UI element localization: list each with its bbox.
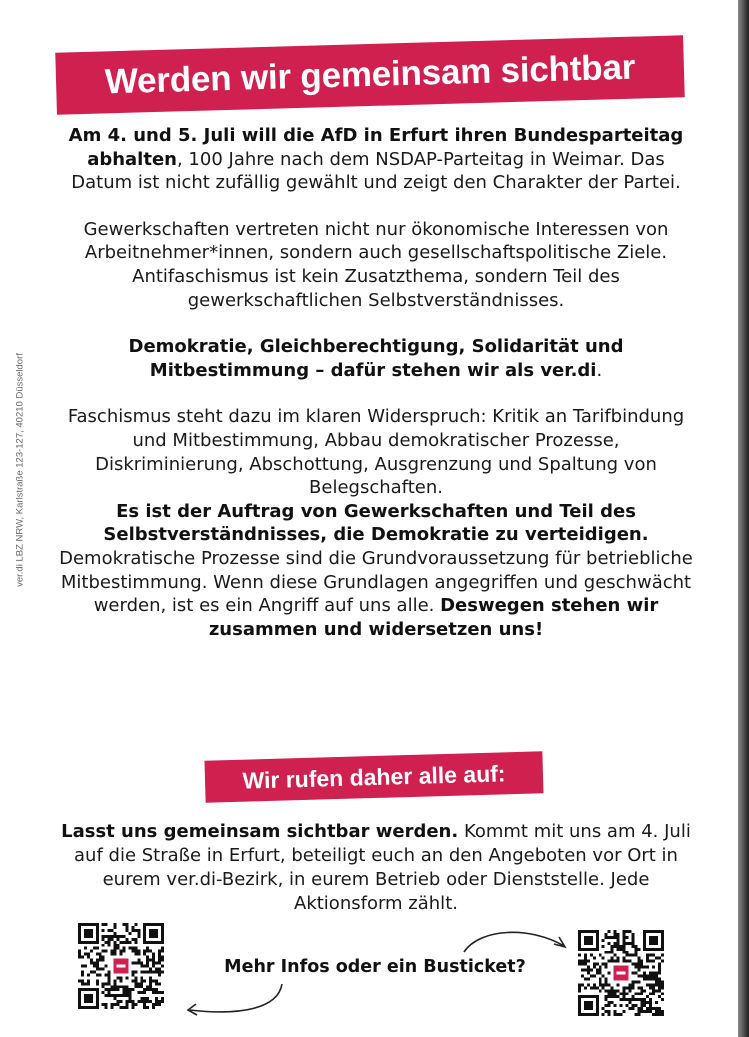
intro-rest: , 100 Jahre nach dem NSDAP-Parteitag in Weimar. Das Datum ist nicht zufällig gewählt und zeigt den Charakter der Partei. [71,148,681,194]
intro-bold: Am 4. und 5. Juli will die AfD in Erfurt ihren Bundesparteitag abhalten [68,125,684,170]
page-edge-shadow [738,0,749,1037]
values-bold: Demokratie, Gleichberechtigung, Solidarität und Mitbestimmung – dafür stehen wir als ver.di [128,336,624,381]
curved-arrow-left-icon [182,980,292,1022]
intro-paragraph [56,124,696,195]
closing-paragraph [56,820,696,916]
headline-banner [55,35,684,115]
values-paragraph [56,335,696,382]
callout-banner [204,751,543,802]
qr-code-left-graphic [78,923,164,1009]
qr-code-icon[interactable] [578,930,664,1016]
fascism-paragraph [56,405,696,641]
fascism-lead: Faschismus steht dazu im klaren Widerspruch: Kritik an Tarifbindung und Mitbestimmung, Abbau demokratischer Prozesse, Diskriminierung, Abschottung, Ausgrenzung und Spaltung von Belegschaften. [67,406,685,499]
qr-code-icon[interactable] [78,923,164,1009]
fascism-mission: Es ist der Auftrag von Gewerkschaften und Teil des Selbstverständnisses, die Demokratie zu verteidigen. [103,500,649,546]
values-end: . [596,359,603,381]
imprint-text: ver.di LBZ NRW, Karlstraße 123-127, 40210 Düsseldorf [14,353,26,587]
headline-text: Werden wir gemeinsam sichtbar [104,47,636,102]
unions-paragraph: Gewerkschaften vertreten nicht nur ökonomische Interessen von Arbeitnehmer*innen, sondern auch gesellschaftspolitische Ziele. Antifaschismus ist kein Zusatzthema, sondern Teil des gewerkschaftlichen Selbstverständnisses. [83,218,669,311]
callout-text: Wir rufen daher alle auf: [242,760,506,794]
body-text [56,124,696,664]
fascism-middle: Demokratische Prozesse sind die Grundvoraussetzung für betriebliche Mitbestimmung. Wenn diese Grundlagen angegriffen und geschwächt werden, ist es ein Angriff auf uns alle. [59,547,693,617]
closing-bold: Lasst uns gemeinsam sichtbar werden. [61,821,459,842]
qr-code-right-graphic [578,930,664,1016]
more-info-text: Mehr Infos oder ein Busticket? [224,957,526,977]
fascism-final: Deswegen stehen wir zusammen und widersetzen uns! [208,595,659,640]
imprint [8,0,32,1037]
closing-rest: Kommt mit uns am 4. Juli auf die Straße in Erfurt, beteiligt euch an den Angeboten vor Ort in eurem ver.di-Bezirk, in eurem Betrieb oder Dienststelle. Jede Aktionsform zählt. [74,821,691,914]
curved-arrow-right-icon [460,926,572,956]
